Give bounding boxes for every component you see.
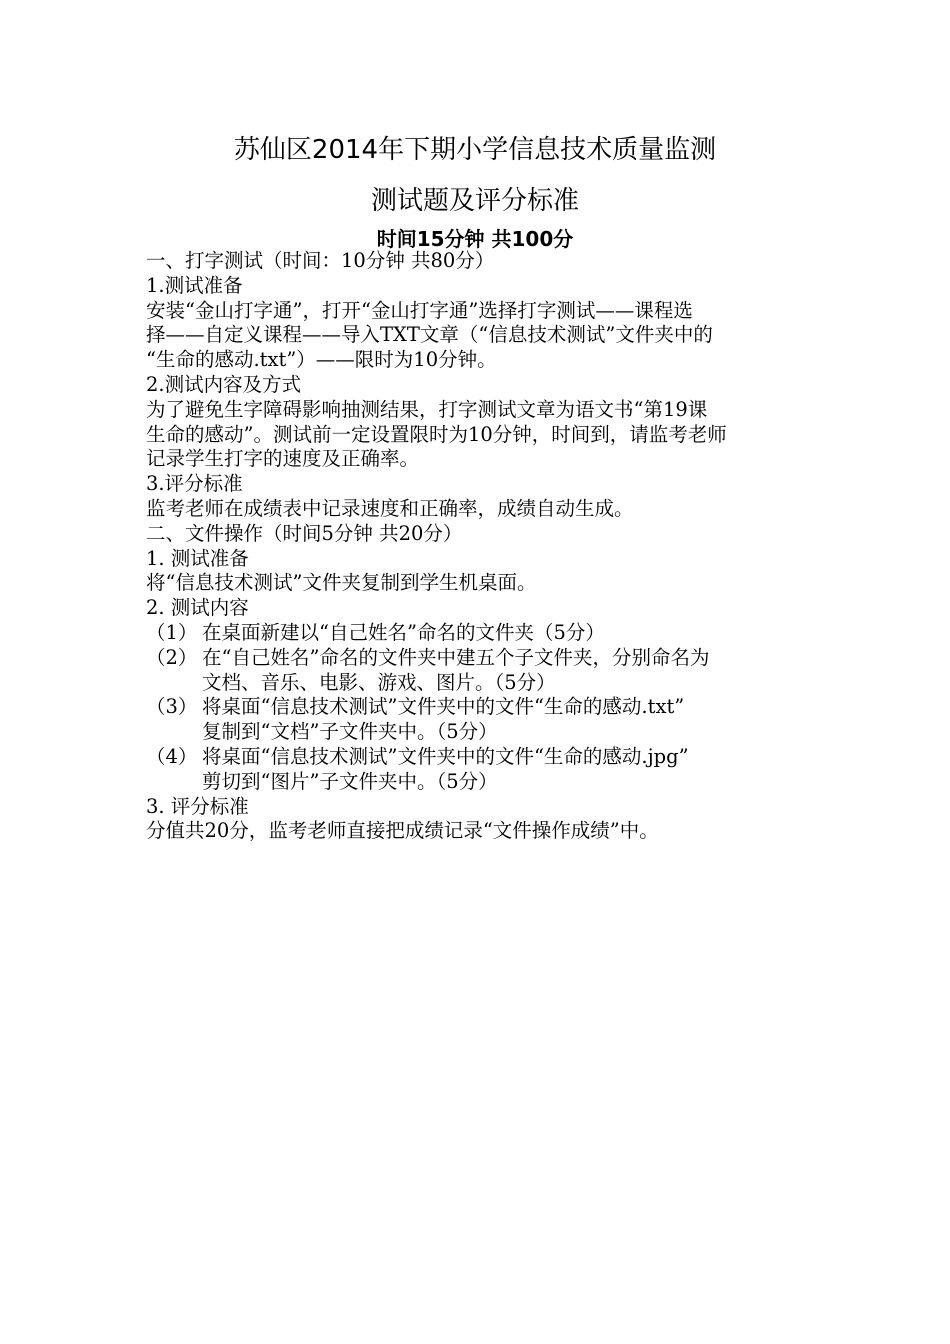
list-item-line: 剪切到“图片”子文件夹中。（5分）: [202, 769, 498, 793]
list-item: [146, 695, 808, 745]
list-item-line: 在桌面新建以“自己姓名”命名的文件夹（5分）: [202, 620, 605, 644]
section-2-3-heading: 3. 评分标准: [146, 794, 249, 818]
list-item: [146, 621, 808, 646]
paragraph-line: “生命的感动.txt”）——限时为10分钟。: [146, 348, 497, 372]
list-item-line: 将桌面“信息技术测试”文件夹中的文件“生命的感动.jpg”: [202, 744, 689, 768]
list-item-line: 在“自己姓名”命名的文件夹中建五个子文件夹，分别命名为: [202, 645, 710, 669]
paragraph-line: 分值共20分，监考老师直接把成绩记录“文件操作成绩”中。: [146, 819, 659, 843]
section-1-2-heading: 2.测试内容及方式: [146, 372, 302, 396]
paragraph-line: 安装“金山打字通”，打开“金山打字通”选择打字测试——课程选: [146, 298, 693, 322]
section-2-1-heading: 1. 测试准备: [146, 546, 249, 570]
paragraph-line: 为了避免生字障碍影响抽测结果，打字测试文章为语文书“第19课: [146, 397, 708, 421]
section-2-2-heading: 2. 测试内容: [146, 596, 249, 620]
list-item-number: （2）: [146, 645, 198, 669]
paragraph-line: 生命的感动”。测试前一定设置限时为10分钟，时间到，请监考老师: [146, 422, 727, 446]
paragraph-line: 将“信息技术测试”文件夹复制到学生机桌面。: [146, 571, 537, 595]
paragraph-line: 择——自定义课程——导入TXT文章（“信息技术测试”文件夹中的: [146, 323, 713, 347]
section-1-1-heading: 1.测试准备: [146, 273, 243, 297]
document-title: 苏仙区2014年下期小学信息技术质量监测: [233, 135, 717, 165]
list-item: [146, 646, 808, 696]
list-item: [146, 745, 808, 795]
list-item-line: 将桌面“信息技术测试”文件夹中的文件“生命的感动.txt”: [202, 695, 685, 719]
time-and-score: 时间15分钟 共100分: [376, 227, 574, 251]
list-item-number: （4）: [146, 744, 198, 768]
list-item-line: 复制到“文档”子文件夹中。（5分）: [202, 720, 498, 744]
section-1-3-heading: 3.评分标准: [146, 472, 243, 496]
list-item-number: （3）: [146, 695, 198, 719]
paragraph-line: 监考老师在成绩表中记录速度和正确率，成绩自动生成。: [146, 496, 634, 520]
section-1-heading: 一、打字测试（时间：10分钟 共80分）: [146, 249, 495, 272]
paragraph-line: 记录学生打字的速度及正确率。: [146, 447, 420, 471]
document-subtitle: 测试题及评分标准: [370, 186, 579, 216]
list-item-line: 文档、音乐、电影、游戏、图片。（5分）: [202, 670, 556, 694]
list-item-number: （1）: [146, 620, 198, 644]
document-body: [146, 249, 808, 844]
section-2-heading: 二、文件操作（时间5分钟 共20分）: [146, 521, 463, 545]
